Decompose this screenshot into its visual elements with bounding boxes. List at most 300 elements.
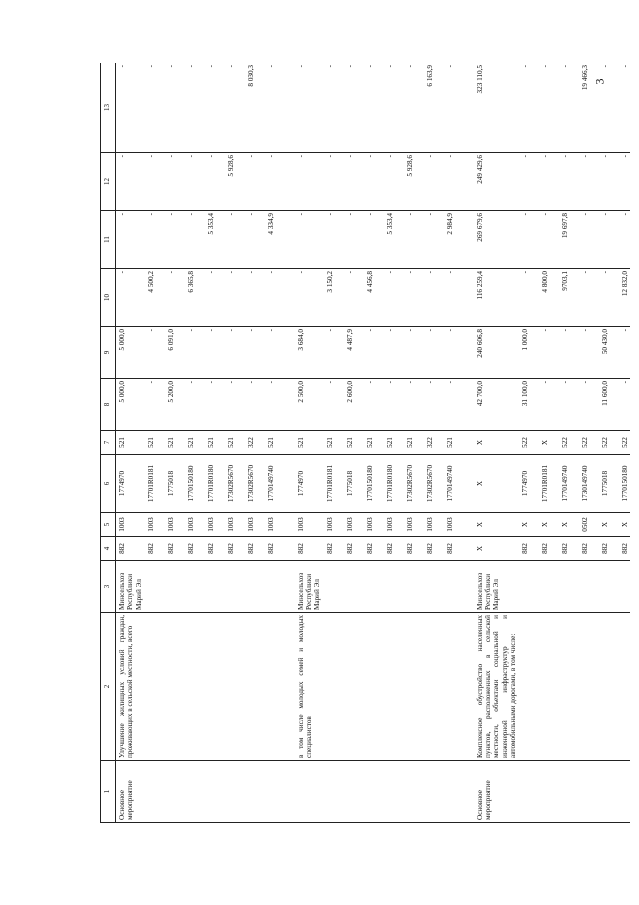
table-cell-c11: - [364,211,384,269]
table-cell-c4: 882 [444,537,464,561]
table-cell-c1: Основное мероприятие [474,761,519,823]
table-cell-c6: 1774970 [519,455,539,513]
table-cell-c6: 17302R5670 [424,455,444,513]
table-cell-c2: в том числе молодых семей и молодых специалистов [295,613,324,761]
spacer-cell [285,613,295,761]
table-cell-c9: 3 684,0 [295,327,324,379]
spacer-cell [464,269,474,327]
table-cell-c11: - [295,211,324,269]
table-row [245,63,265,823]
table-cell-c10: - [265,269,285,327]
table-cell-c12: 249 429,6 [474,153,519,211]
table-cell-c7: 521 [364,431,384,455]
table-cell-c3 [165,561,185,613]
table-cell-c12: - [165,153,185,211]
table-cell-c2 [444,613,464,761]
table-cell-c6: 17701R0180 [205,455,225,513]
table-cell-c4: 882 [519,537,539,561]
header-cell: 3 [101,561,116,613]
table-cell-c1 [225,761,245,823]
table-cell-c7: 521 [344,431,364,455]
table-cell-c11: 5 353,4 [205,211,225,269]
table-row [145,63,165,823]
table-cell-c2 [599,613,619,761]
table-row [519,63,539,823]
table-cell-c5: 1003 [116,513,145,537]
spacer-cell [464,153,474,211]
table-cell-c9: - [424,327,444,379]
table-cell-c1 [295,761,324,823]
spacer-cell [464,761,474,823]
table-cell-c8: 2 600,0 [344,379,364,431]
table-cell-c12: - [599,153,619,211]
table-cell-c2: Комплексное обустройство населенных пунктов, расположенных в сельской местности, объектами социальной и инженерной инфраструктур и автомобильными дорогами, в том числе: [474,613,519,761]
table-cell-c9: 1 000,0 [519,327,539,379]
header-cell: 2 [101,613,116,761]
table-cell-c11: - [185,211,205,269]
spacer-cell [464,327,474,379]
table-cell-c13: - [444,63,464,153]
table-cell-c7: 521 [165,431,185,455]
table-cell-c5: 1003 [205,513,225,537]
table-cell-c5: 1003 [165,513,185,537]
table-cell-c13: 19 466,3 [579,63,599,153]
table-cell-c4: 882 [205,537,225,561]
table-cell-c13: - [384,63,404,153]
spacer-cell [464,513,474,537]
table-cell-c4: 882 [145,537,165,561]
table-cell-c12: - [324,153,344,211]
table-cell-c3 [519,561,539,613]
spacer-row [285,63,295,823]
header-cell: 6 [101,455,116,513]
table-cell-c8: - [444,379,464,431]
table-cell-c13: - [265,63,285,153]
table-cell-c4: 882 [324,537,344,561]
table-cell-c5: X [619,513,630,537]
table-cell-c10: - [245,269,265,327]
table-cell-c6: 1775018 [165,455,185,513]
table-cell-c9: - [559,327,579,379]
table-cell-c2: Улучшение жилищных условий граждан, проживающих в сельской местности, всего [116,613,145,761]
table-cell-c3 [384,561,404,613]
table-cell-c12: 5 928,6 [225,153,245,211]
table-cell-c6: 17701R0180 [384,455,404,513]
table-cell-c8: - [619,379,630,431]
table-cell-c11: - [519,211,539,269]
table-cell-c10: 3 150,2 [324,269,344,327]
table-cell-c4: 882 [165,537,185,561]
table-cell-c13: - [344,63,364,153]
table-cell-c1 [344,761,364,823]
table-cell-c3 [539,561,559,613]
table-cell-c9: - [619,327,630,379]
spacer-cell [464,455,474,513]
table-cell-c8: 5 000,0 [116,379,145,431]
table-cell-c10: 12 832,0 [619,269,630,327]
table-cell-c3 [145,561,165,613]
table-cell-c5: 1003 [444,513,464,537]
table-cell-c10: 9703,1 [559,269,579,327]
table-cell-c1 [539,761,559,823]
table-cell-c1 [599,761,619,823]
table-cell-c8: - [384,379,404,431]
table-cell-c12: - [384,153,404,211]
table-cell-c6: 1775018 [344,455,364,513]
table-row [599,63,619,823]
table-cell-c13: - [404,63,424,153]
table-cell-c4: 882 [424,537,444,561]
table-cell-c1 [185,761,205,823]
table-cell-c2 [324,613,344,761]
table-cell-c1 [619,761,630,823]
table-cell-c2 [384,613,404,761]
table-cell-c6: 1770150180 [619,455,630,513]
table-cell-c12: - [265,153,285,211]
table-cell-c12: - [205,153,225,211]
table-cell-c7: 521 [384,431,404,455]
table-cell-c11: 269 679,6 [474,211,519,269]
table-cell-c4: 882 [265,537,285,561]
table-cell-c12: - [424,153,444,211]
table-cell-c9: - [225,327,245,379]
table-cell-c2 [145,613,165,761]
spacer-cell [285,327,295,379]
table-cell-c11: - [404,211,424,269]
table-cell-c9: 50 430,0 [599,327,619,379]
table-cell-c8: - [364,379,384,431]
table-cell-c7: 522 [619,431,630,455]
table-cell-c2 [364,613,384,761]
table-cell-c8: - [539,379,559,431]
table-cell-c6: 1770149740 [265,455,285,513]
table-cell-c10: - [165,269,185,327]
table-cell-c11: - [324,211,344,269]
header-cell: 12 [101,153,116,211]
table-cell-c12: - [539,153,559,211]
table-cell-c1 [519,761,539,823]
table-cell-c5: 1003 [344,513,364,537]
table-cell-c12: - [145,153,165,211]
table-cell-c6: 1730149740 [579,455,599,513]
table-cell-c7: 521 [295,431,324,455]
table-cell-c2 [265,613,285,761]
table-cell-c1 [579,761,599,823]
table-cell-c8: 11 600,0 [599,379,619,431]
table-cell-c13: 6 163,9 [424,63,444,153]
spacer-cell [285,63,295,153]
table-cell-c4: 882 [344,537,364,561]
table-cell-c13: 8 030,3 [245,63,265,153]
table-row [364,63,384,823]
table-cell-c1 [559,761,579,823]
table-cell-c12: - [295,153,324,211]
spacer-cell [285,153,295,211]
table-cell-c6: 17302R5670 [225,455,245,513]
table-cell-c3 [344,561,364,613]
table-cell-c2 [619,613,630,761]
table-cell-c7: 522 [579,431,599,455]
table-cell-c4: 882 [599,537,619,561]
table-cell-c10: 116 259,4 [474,269,519,327]
table-cell-c9: - [364,327,384,379]
table-cell-c1 [424,761,444,823]
table-cell-c6: 17701R0181 [324,455,344,513]
table-cell-c6: 1774970 [116,455,145,513]
table-cell-c5: 1003 [404,513,424,537]
table-cell-c9: 5 000,0 [116,327,145,379]
table-cell-c5: 1003 [245,513,265,537]
table-cell-c10: - [225,269,245,327]
table-cell-c3: Минсельхоз Республики Марий Эл [295,561,324,613]
table-cell-c3 [265,561,285,613]
rotated-table-container [100,63,630,823]
table-cell-c6: 1774970 [295,455,324,513]
table-cell-c3: Минсельхоз Республики Марий Эл [474,561,519,613]
table-cell-c9: 4 487,9 [344,327,364,379]
table-cell-c2 [579,613,599,761]
table-cell-c8: 2 500,0 [295,379,324,431]
table-cell-c5: 1003 [364,513,384,537]
table-cell-c9: - [245,327,265,379]
table-cell-c10: 4 500,2 [145,269,165,327]
table-cell-c13: - [324,63,344,153]
table-row [474,63,519,823]
table-cell-c3 [225,561,245,613]
table-cell-c9: - [265,327,285,379]
table-cell-c13: - [205,63,225,153]
table-cell-c3 [579,561,599,613]
table-cell-c13: - [364,63,384,153]
table-cell-c11: 5 353,4 [384,211,404,269]
table-cell-c11: 4 334,9 [265,211,285,269]
table-cell-c4: 882 [384,537,404,561]
table-cell-c7: 521 [444,431,464,455]
table-cell-c9: - [324,327,344,379]
table-cell-c9: - [384,327,404,379]
table-cell-c7: 521 [265,431,285,455]
table-cell-c4: 882 [539,537,559,561]
table-cell-c9: - [579,327,599,379]
table-cell-c7: 521 [404,431,424,455]
spacer-cell [464,431,474,455]
table-cell-c9: - [539,327,559,379]
table-cell-c7: 522 [599,431,619,455]
table-cell-c3 [599,561,619,613]
table-cell-c2 [519,613,539,761]
table-cell-c2 [344,613,364,761]
table-cell-c11: - [619,211,630,269]
table-cell-c5: X [539,513,559,537]
table-cell-c3 [245,561,265,613]
table-cell-c4: 882 [185,537,205,561]
table-cell-c2 [185,613,205,761]
table-cell-c2 [225,613,245,761]
table-cell-c10: - [579,269,599,327]
table-row [185,63,205,823]
table-cell-c4: 882 [579,537,599,561]
table-cell-c4: 882 [295,537,324,561]
table-cell-c6: 1770149740 [559,455,579,513]
table-cell-c5: 0502 [579,513,599,537]
spacer-cell [464,379,474,431]
table-cell-c7: X [539,431,559,455]
table-cell-c11: - [599,211,619,269]
table-cell-c10: - [444,269,464,327]
table-cell-c8: - [424,379,444,431]
spacer-cell [285,211,295,269]
table-cell-c3 [205,561,225,613]
spacer-cell [464,211,474,269]
table-cell-c7: 521 [145,431,165,455]
table-cell-c13: - [539,63,559,153]
table-cell-c2 [559,613,579,761]
table-cell-c6: 1770150180 [185,455,205,513]
table-cell-c12: - [444,153,464,211]
table-cell-c1 [145,761,165,823]
table-cell-c9: - [145,327,165,379]
table-cell-c1 [444,761,464,823]
table-cell-c3: Минсельхоз Республики Марий Эл [116,561,145,613]
table-row [559,63,579,823]
header-row [101,63,116,823]
table-cell-c12: - [344,153,364,211]
table-cell-c13: - [295,63,324,153]
spacer-cell [285,561,295,613]
table-cell-c6: 17701R0181 [145,455,165,513]
table-cell-c13: - [225,63,245,153]
spacer-cell [464,613,474,761]
table-cell-c10: - [519,269,539,327]
table-cell-c13: - [185,63,205,153]
table-cell-c11: - [344,211,364,269]
header-cell: 4 [101,537,116,561]
table-cell-c3 [424,561,444,613]
table-cell-c8: 42 700,0 [474,379,519,431]
table-cell-c11: - [116,211,145,269]
table-cell-c5: X [599,513,619,537]
table-cell-c8: 5 200,0 [165,379,185,431]
table-cell-c10: - [116,269,145,327]
table-cell-c3 [364,561,384,613]
table-cell-c13: - [559,63,579,153]
table-cell-c4: 882 [559,537,579,561]
table-cell-c11: - [145,211,165,269]
table-cell-c3 [324,561,344,613]
table-cell-c10: 6 365,8 [185,269,205,327]
table-cell-c12: 5 928,6 [404,153,424,211]
table-cell-c6: 1770150180 [364,455,384,513]
table-cell-c2 [205,613,225,761]
table-cell-c7: 521 [205,431,225,455]
spacer-cell [285,431,295,455]
table-cell-c7: 521 [185,431,205,455]
budget-table [100,63,630,823]
table-cell-c11: - [579,211,599,269]
table-cell-c5: X [519,513,539,537]
table-cell-c6: 17302R5670 [245,455,265,513]
table-cell-c6: 1770149740 [444,455,464,513]
table-cell-c8: - [145,379,165,431]
table-cell-c8: - [579,379,599,431]
table-cell-c7: 522 [519,431,539,455]
table-cell-c5: 1003 [324,513,344,537]
table-cell-c13: - [519,63,539,153]
table-cell-c11: 19 697,8 [559,211,579,269]
table-cell-c4: 882 [245,537,265,561]
table-row [225,63,245,823]
table-row [619,63,630,823]
table-row [344,63,364,823]
table-cell-c6: 17302R5670 [404,455,424,513]
table-cell-c11: - [165,211,185,269]
spacer-row [464,63,474,823]
table-cell-c12: - [619,153,630,211]
table-cell-c5: 1003 [295,513,324,537]
table-cell-c12: - [364,153,384,211]
table-cell-c5: 1003 [145,513,165,537]
header-cell: 11 [101,211,116,269]
table-cell-c10: - [599,269,619,327]
table-row [384,63,404,823]
table-cell-c8: - [225,379,245,431]
table-cell-c5: X [474,513,519,537]
table-cell-c9: - [205,327,225,379]
table-cell-c5: 1003 [225,513,245,537]
header-cell: 9 [101,327,116,379]
table-row [205,63,225,823]
spacer-cell [285,269,295,327]
spacer-cell [464,561,474,613]
table-cell-c2 [165,613,185,761]
table-cell-c2 [245,613,265,761]
table-cell-c13: 323 110,5 [474,63,519,153]
table-cell-c12: - [245,153,265,211]
table-cell-c12: - [579,153,599,211]
header-cell: 5 [101,513,116,537]
table-cell-c7: 521 [116,431,145,455]
table-cell-c8: - [245,379,265,431]
table-cell-c10: - [404,269,424,327]
table-cell-c2 [404,613,424,761]
table-cell-c11: - [245,211,265,269]
table-cell-c9: - [404,327,424,379]
table-cell-c7: 521 [225,431,245,455]
table-cell-c13: - [619,63,630,153]
table-cell-c11: - [539,211,559,269]
table-cell-c3 [619,561,630,613]
table-cell-c1 [205,761,225,823]
table-cell-c6: 17701R0181 [539,455,559,513]
spacer-cell [464,63,474,153]
table-cell-c12: - [116,153,145,211]
table-cell-c4: X [474,537,519,561]
table-row [539,63,559,823]
page-number: 3 [592,78,607,85]
table-row [116,63,145,823]
table-row [444,63,464,823]
table-cell-c3 [444,561,464,613]
table-body [116,63,631,823]
spacer-cell [285,513,295,537]
table-cell-c13: - [165,63,185,153]
table-cell-c7: X [474,431,519,455]
table-cell-c2 [539,613,559,761]
table-cell-c11: 2 984,9 [444,211,464,269]
table-cell-c8: - [324,379,344,431]
table-cell-c11: - [424,211,444,269]
table-cell-c3 [404,561,424,613]
